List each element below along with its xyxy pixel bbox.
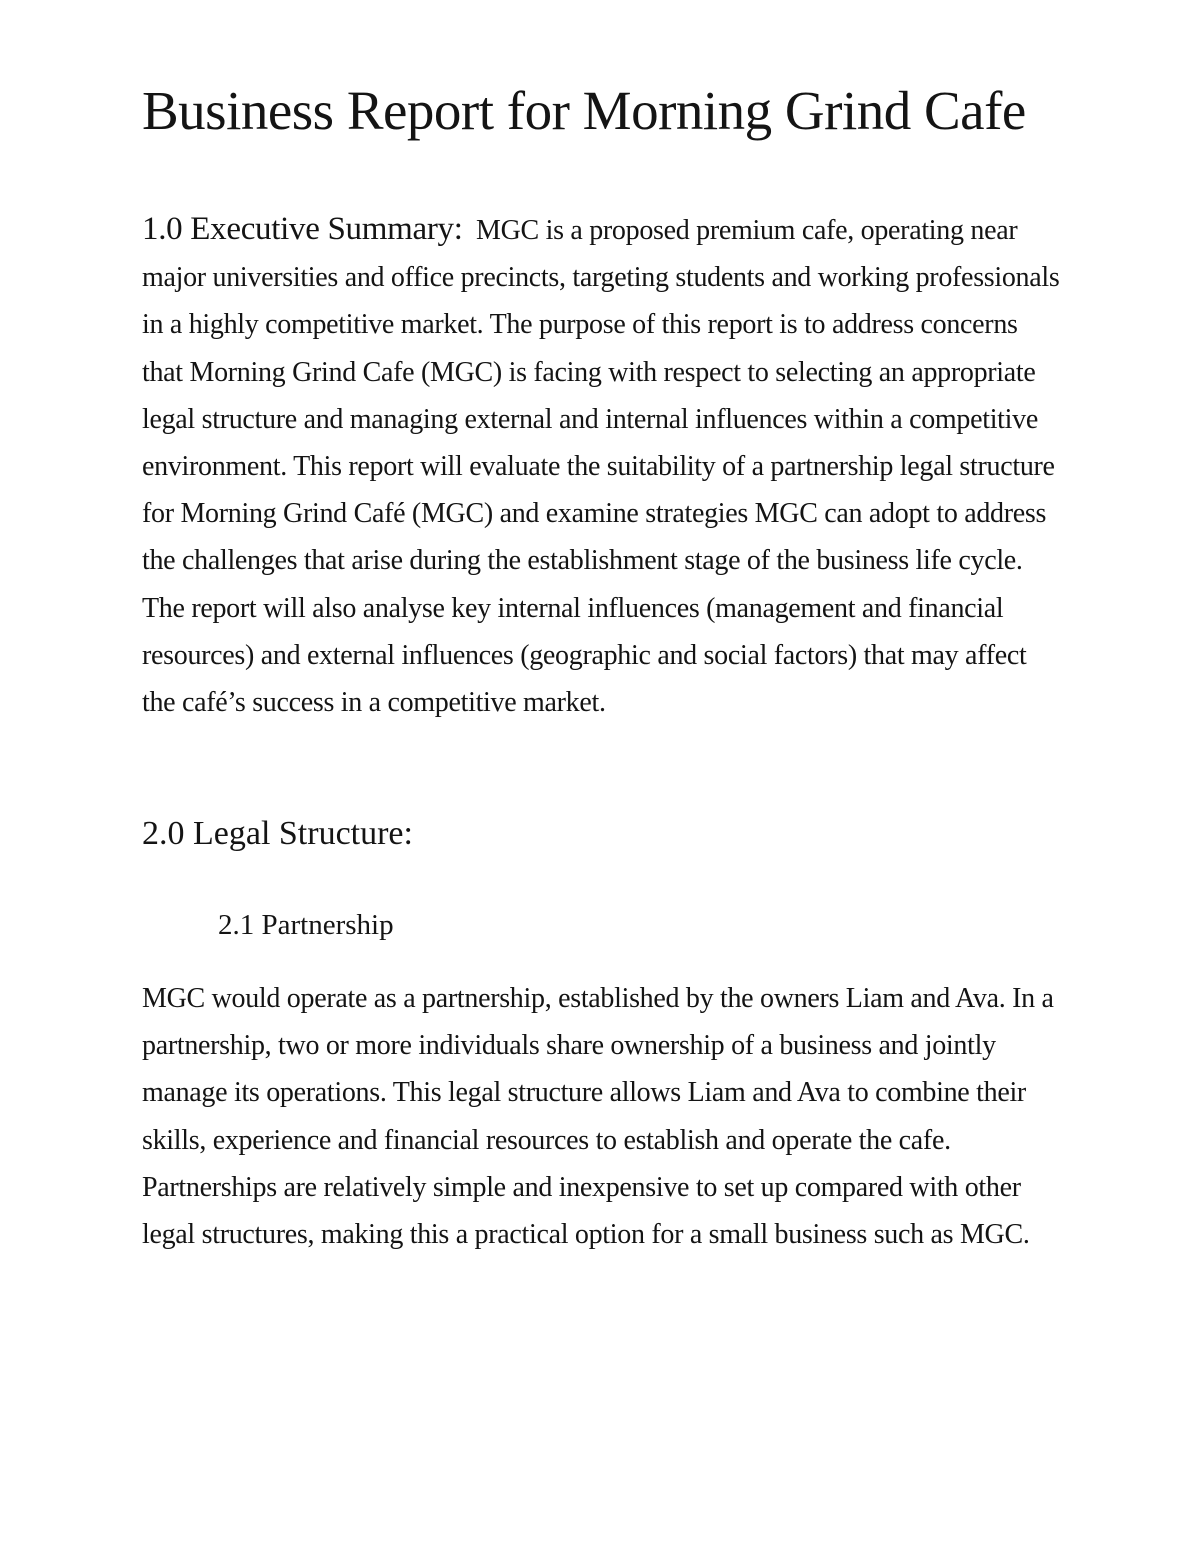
- executive-summary-text: MGC is a proposed premium cafe, operating near major universities and office precincts, targeting students and working professionals in a highly competitive market. The purpose of this report is to address concerns that Morning Grind Cafe (MGC) is facing with respect to selecting an appropriate legal structure and managing external and internal influences within a competitive environment. This report will evaluate the suitability of a partnership legal structure for Morning Grind Café (MGC) and examine strategies MGC can adopt to address the challenges that arise during the establishment stage of the business life cycle. The report will also analyse key internal influences (management and financial resources) and external influences (geographic and social factors) that may affect the café’s success in a competitive market.: [142, 215, 1060, 719]
- partnership-paragraph: MGC would operate as a partnership, established by the owners Liam and Ava. In a partnership, two or more individuals share ownership of a business and jointly manage its operations. This legal structure allows Liam and Ava to combine their skills, experience and financial resources to establish and operate the cafe. Partnerships are relatively simple and inexpensive to set up compared with other legal structures, making this a practical option for a small business such as MGC.: [142, 983, 1054, 1251]
- partnership-subheading: 2.1 Partnership: [218, 909, 394, 941]
- document-title: Business Report for Morning Grind Cafe: [142, 80, 1026, 141]
- executive-summary-heading: 1.0 Executive Summary:: [142, 211, 463, 247]
- legal-structure-heading: 2.0 Legal Structure:: [142, 815, 413, 852]
- executive-summary-paragraph: [142, 206, 1062, 726]
